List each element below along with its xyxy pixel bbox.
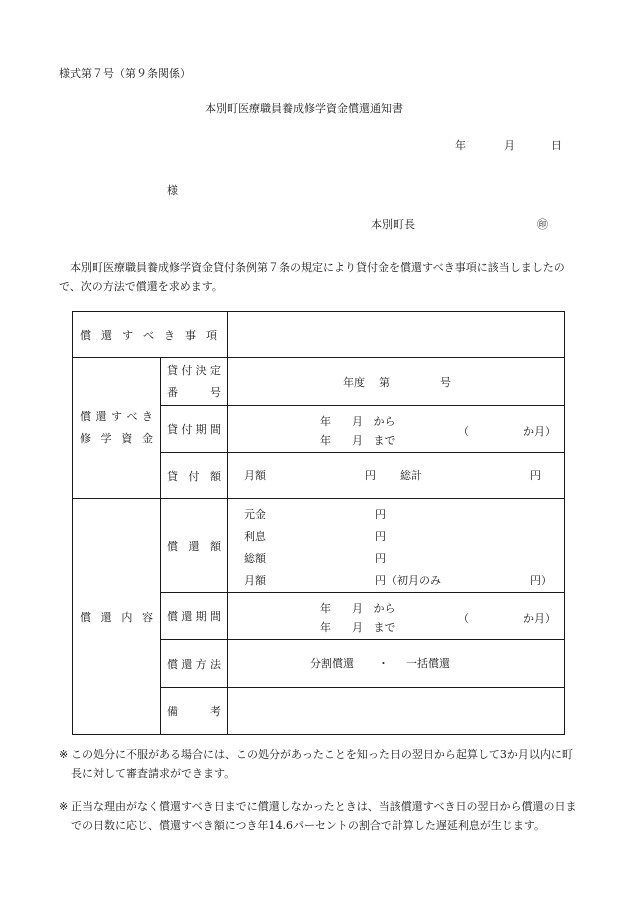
- addressee-suffix: 様: [167, 184, 178, 197]
- seal-mark: ㊞: [537, 218, 548, 231]
- loan-period-label: 貸 付 期 間: [167, 423, 221, 436]
- loan-nendo: 年度: [343, 375, 365, 389]
- repay-first-month: 円（初月のみ: [375, 573, 441, 587]
- repay-period-to: 年 月 まで: [320, 621, 396, 634]
- loan-period-paren: （: [458, 425, 469, 438]
- loan-group-line1: 償 還 す べ き: [80, 410, 153, 423]
- loan-period-label-cell: [161, 406, 228, 453]
- loan-go: 号: [440, 375, 451, 389]
- loan-monthly-label: 月額: [244, 468, 266, 482]
- repay-method-value[interactable]: [228, 640, 565, 688]
- repay-period-label-cell: [161, 593, 228, 640]
- repay-period-from: 年 月 から: [320, 602, 396, 615]
- repay-principal-label: 元金: [244, 507, 266, 521]
- repay-period-label: 償 還 期 間: [167, 610, 221, 623]
- repayment-table: [72, 311, 565, 735]
- loan-total-label: 総計: [400, 468, 422, 482]
- repay-period-value[interactable]: [228, 593, 565, 640]
- repay-method-label-cell: [161, 640, 228, 688]
- note-appeal-text: この処分に不服がある場合には、この処分があったことを知った日の翌日から起算して3か月以内に町長に対して審査請求ができます。: [71, 748, 573, 780]
- loan-group-label-cell: [73, 358, 161, 499]
- date-year: 年: [455, 139, 466, 152]
- repay-amount-value[interactable]: [228, 499, 565, 593]
- repay-monthly-label: 月額: [244, 573, 266, 587]
- note-late-interest: [59, 797, 579, 835]
- form-number: 様式第７号（第９条関係）: [59, 67, 191, 80]
- note-late-interest-text: 正当な理由がなく償還すべき日までに償還しなかったときは、当該償還すべき日の翌日から償還の日までの日数に応じ、償還すべき額につき年14.6パーセントの割合で計算した遅延利息が生じます。: [71, 800, 577, 832]
- repay-interest-yen: 円: [375, 529, 386, 543]
- repay-method-label: 償 還 方 法: [167, 657, 221, 671]
- loan-period-from: 年 月 から: [320, 415, 396, 428]
- date-day: 日: [551, 139, 562, 152]
- remarks-label-cell: [161, 688, 228, 735]
- loan-decision-value[interactable]: [228, 358, 565, 406]
- document-title: 本別町医療職員養成修学資金償還通知書: [205, 102, 403, 115]
- repay-method-lump[interactable]: 一括償還: [406, 656, 450, 670]
- loan-dai: 第: [379, 375, 390, 389]
- note-mark: ※: [59, 800, 69, 813]
- repay-total-label: 総額: [244, 551, 266, 565]
- repay-principal-yen: 円: [375, 507, 386, 521]
- repay-monthly-yen-close: 円）: [530, 573, 552, 587]
- loan-monthly-yen: 円: [365, 468, 376, 482]
- repay-method-separator: ・: [378, 656, 389, 670]
- date-month: 月: [504, 139, 515, 152]
- repay-group-label-cell: [73, 499, 161, 735]
- repayment-matter-label: 償 還 す べ き 事 項: [80, 328, 217, 342]
- loan-amount-label-cell: [161, 453, 228, 499]
- repay-period-months: か月）: [523, 612, 556, 625]
- loan-decision-label-cell: [161, 358, 228, 406]
- loan-decision-label-l2: 番 号: [167, 385, 221, 399]
- loan-period-months: か月）: [523, 425, 556, 438]
- loan-group-line2: 修 学 資 金: [80, 432, 153, 445]
- loan-total-yen: 円: [530, 468, 541, 482]
- repay-method-installment[interactable]: 分割償還: [310, 656, 354, 670]
- repayment-matter-label-cell: [73, 312, 228, 358]
- issuer-name: 本別町長: [371, 218, 415, 231]
- repay-amount-label-cell: [161, 499, 228, 593]
- remarks-value[interactable]: [228, 688, 565, 735]
- loan-amount-value[interactable]: [228, 453, 565, 499]
- loan-period-to: 年 月 まで: [320, 434, 396, 447]
- loan-decision-label-l1: 貸 付 決 定: [167, 363, 221, 377]
- loan-amount-label: 貸 付 額: [167, 469, 221, 483]
- repayment-matter-value[interactable]: [228, 312, 565, 358]
- body-paragraph: 本別町医療職員養成修学資金貸付条例第７条の規定により貸付金を償還すべき事項に該当しましたので、次の方法で償還を求めます。: [59, 261, 565, 293]
- repay-amount-label: 償 還 額: [167, 539, 221, 553]
- note-mark: ※: [59, 748, 69, 761]
- repay-interest-label: 利息: [244, 529, 266, 543]
- repay-period-paren: （: [458, 612, 469, 625]
- remarks-label: 備 考: [167, 705, 221, 718]
- note-appeal: [59, 745, 579, 783]
- repay-total-yen: 円: [375, 551, 386, 565]
- repay-group-label: 償 還 内 容: [80, 610, 153, 624]
- loan-period-value[interactable]: [228, 406, 565, 453]
